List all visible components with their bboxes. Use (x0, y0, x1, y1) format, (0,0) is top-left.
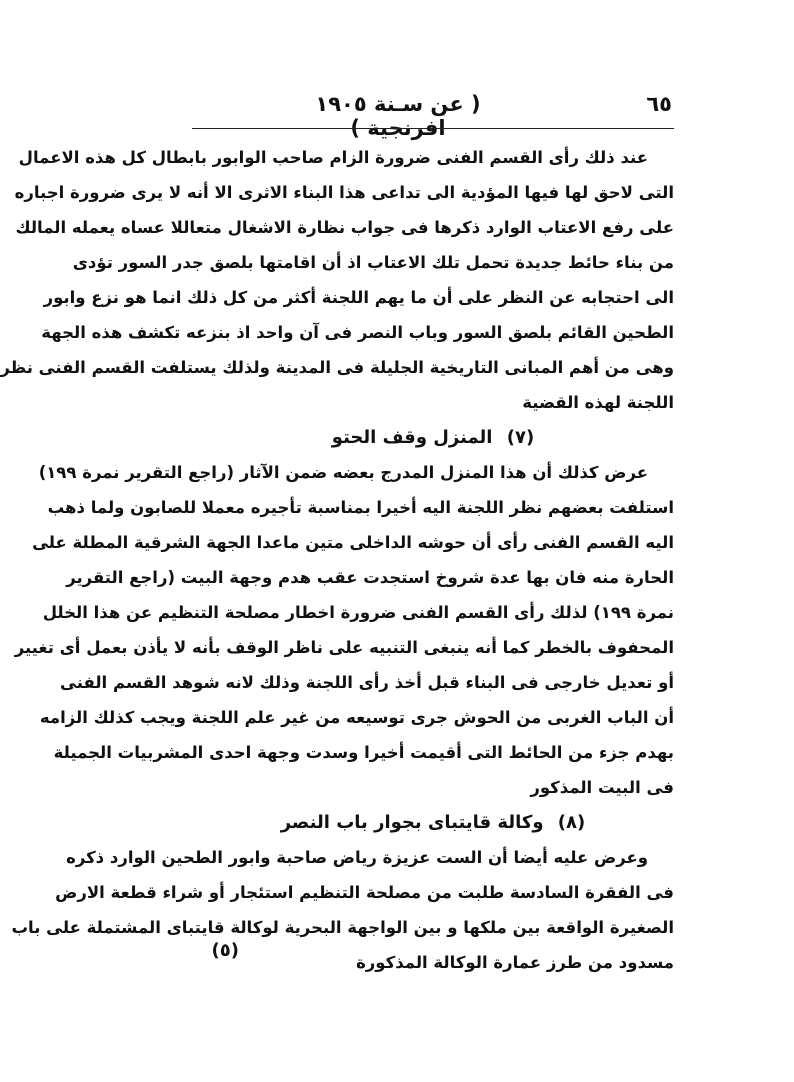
text-line: عرض كذلك أن هذا المنزل المدرج بعضه ضمن الآثار (راجع التقرير نمرة ١٩٩) (38, 463, 648, 482)
text-line: مسدود من طرز عمارة الوكالة المذكورة (356, 953, 674, 972)
text-line: فى الفقرة السادسة طلبت من مصلحة التنظيم استئجار أو شراء قطعة الارض (55, 883, 674, 902)
signature-mark: (٥) (211, 940, 239, 961)
text-line: وعرض عليه أيضا أن الست عزيزة رياض صاحبة وابور الطحين الوارد ذكره (66, 848, 648, 867)
text-line: وهى من أهم المبانى التاريخية الجليلة فى المدينة ولذلك يستلفت القسم الفنى نظر (0, 358, 674, 377)
text-line: عند ذلك رأى القسم الفنى ضرورة الزام صاحب الوابور بابطال كل هذه الاعمال (18, 148, 648, 167)
section-number: (٨) (557, 812, 586, 833)
text-line: استلفت بعضهم نظر اللجنة اليه أخيرا بمناسبة تأجيره معملا للصابون ولما ذهب (47, 498, 674, 517)
text-line: الطحين القائم بلصق السور وباب النصر فى آن واحد اذ بنزعه تكشف هذه الجهة (41, 323, 674, 342)
page-number: ٦٥ (646, 92, 672, 116)
body-text (0, 140, 674, 980)
running-title: ( عن سـنة ١٩٠٥ افرنجية ) (315, 92, 481, 140)
paragraph-1 (0, 140, 674, 420)
section-heading-7 (192, 420, 674, 455)
text-line: الى احتجابه عن النظر على أن ما يهم اللجنة أكثر من كل ذلك انما هو نزع وابور (43, 288, 674, 307)
section-title: المنزل وقف الحتو (331, 427, 493, 448)
paragraph-3 (11, 840, 674, 980)
text-line: أو تعديل خارجى فى البناء قبل أخذ رأى اللجنة وذلك لانه شوهد القسم الفنى (60, 673, 674, 692)
text-line: الصغيرة الواقعة بين ملكها و بين الواجهة البحرية لوكالة قايتباى المشتملة على باب (11, 918, 674, 937)
header-rule (192, 128, 674, 129)
section-title: وكالة قايتباى بجوار باب النصر (280, 812, 544, 833)
text-line: نمرة ١٩٩) لذلك رأى القسم الفنى ضرورة اخطار مصلحة التنظيم عن هذا الخلل (42, 603, 674, 622)
text-line: التى لاحق لها فيها المؤدية الى تداعى هذا البناء الاثرى الا أنه لا يرى ضرورة اجباره (14, 183, 674, 202)
text-line: اللجنة لهذه القضية (522, 393, 674, 412)
text-line: من بناء حائط جديدة تحمل تلك الاعتاب اذ أن اقامتها بلصق جدر السور تؤدى (72, 253, 674, 272)
page-header (194, 92, 672, 140)
text-line: المحفوف بالخطر كما أنه ينبغى التنبيه على ناظر الوقف بأنه لا يأذن بعمل أى تغيير (14, 638, 674, 657)
section-heading-8 (192, 805, 674, 840)
text-line: أن الباب الغربى من الحوش جرى توسيعه من غير علم اللجنة ويجب كذلك الزامه (39, 708, 674, 727)
text-line: الحارة منه فان بها عدة شروخ استجدت عقب هدم وجهة البيت (راجع التقرير (66, 568, 674, 587)
text-line: على رفع الاعتاب الوارد ذكرها فى جواب نظارة الاشغال متعاللا عساه يعمله المالك (15, 218, 674, 237)
paragraph-2 (14, 455, 674, 805)
section-number: (٧) (506, 427, 535, 448)
text-line: بهدم جزء من الحائط التى أقيمت أخيرا وسدت وجهة احدى المشربيات الجميلة (53, 743, 674, 762)
text-line: اليه القسم الفنى رأى أن حوشه الداخلى متين ماعدا الجهة الشرقية المطلة على (32, 533, 674, 552)
text-line: فى البيت المذكور (530, 778, 674, 797)
